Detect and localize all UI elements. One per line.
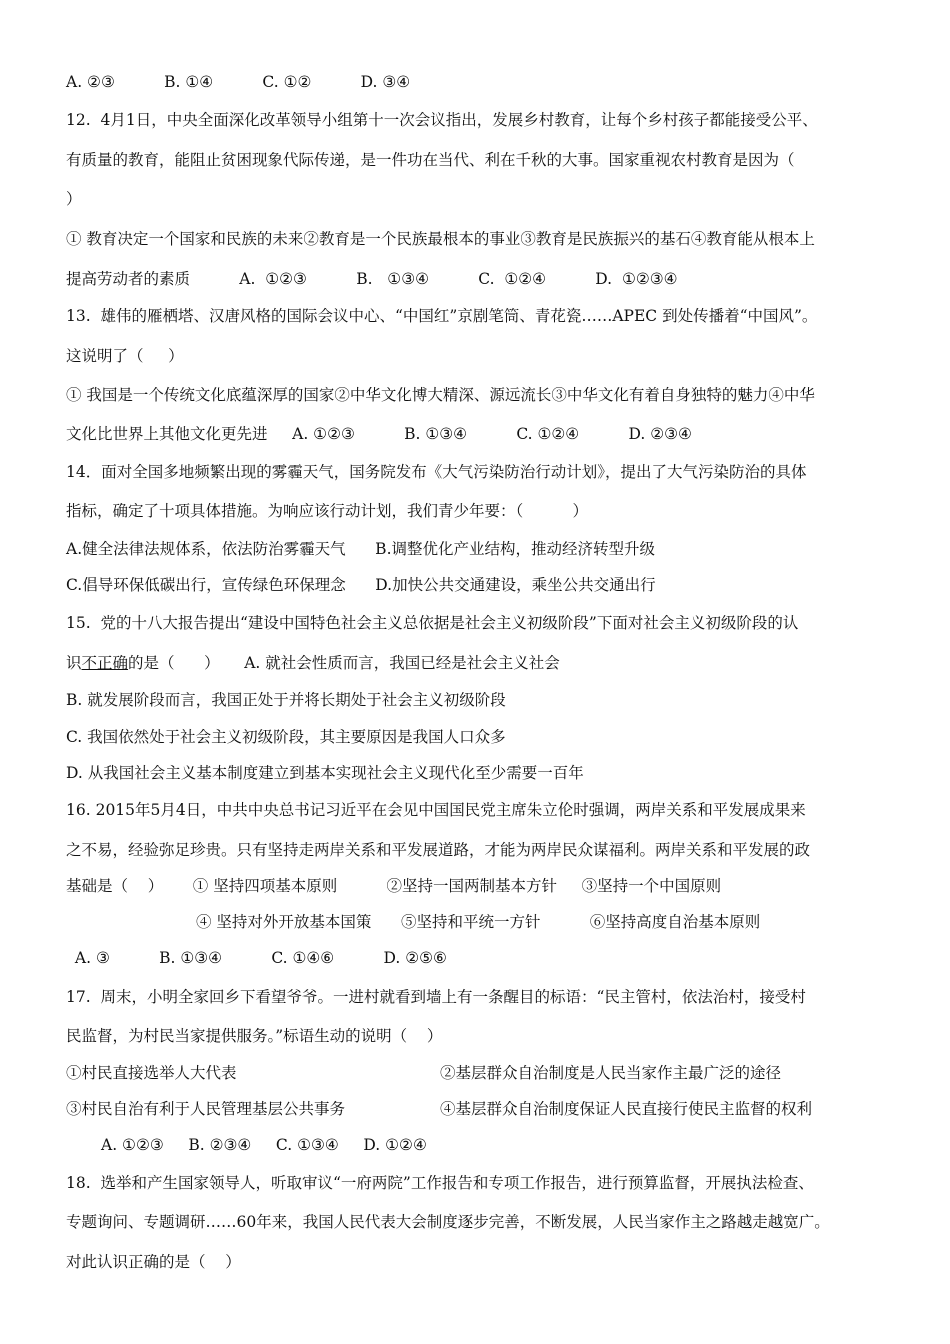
q12-statements-options: 提高劳动者的素质 A. ①②③ B. ①③④ C. ①②④ D. ①②③④: [66, 270, 678, 288]
q17-statement-2: ②基层群众自治制度是人民当家作主最广泛的途径: [440, 1064, 782, 1082]
q12-stem-line1: 12. 4月1日，中央全面深化改革领导小组第十一次会议指出，发展乡村教育，让每个乡村孩子都能接受公平、: [66, 111, 818, 129]
q15-option-b: B. 就发展阶段而言，我国正处于并将长期处于社会主义初级阶段: [66, 691, 506, 709]
q15-stem-prefix: 识: [66, 654, 82, 672]
q18-stem-line2: 专题询问、专题调研……60年来，我国人民代表大会制度逐步完善，不断发展，人民当家作主之路越走越宽广。: [66, 1213, 830, 1231]
q15-underlined-not-correct: 不正确: [81, 654, 129, 672]
q14-stem-line2: 指标，确定了十项具体措施。为响应该行动计划，我们青少年要：（ ）: [66, 502, 589, 520]
q15-option-d: D. 从我国社会主义基本制度建立到基本实现社会主义现代化至少需要一百年: [66, 764, 584, 782]
q12-stem-line2: 有质量的教育，能阻止贫困现象代际传递，是一件功在当代、利在千秋的大事。国家重视农村教育是因为（: [66, 151, 795, 169]
q15-stem-option-a: 的是（ ） A. 就社会性质而言，我国已经是社会主义社会: [128, 654, 560, 672]
q16-options: A. ③ B. ①③④ C. ①④⑥ D. ②⑤⑥: [70, 949, 447, 967]
q16-stem-line2: 之不易，经验弥足珍贵。只有坚持走两岸关系和平发展道路，才能为两岸民众谋福利。两岸关系和平发展的政: [66, 841, 811, 859]
q17-stem-line2: 民监督，为村民当家提供服务。”标语生动的说明（ ）: [66, 1027, 443, 1045]
q17-statement-1: ①村民直接选举人大代表: [66, 1064, 237, 1082]
q17-statement-3: ③村民自治有利于人民管理基层公共事务: [66, 1100, 346, 1118]
q11-options: A. ②③ B. ①④ C. ①② D. ③④: [66, 73, 411, 91]
q13-statements-line1: ① 我国是一个传统文化底蕴深厚的国家②中华文化博大精深、源远流长③中华文化有着自身独特的魅力④中华: [66, 386, 815, 404]
q12-stem-line3: ）: [66, 190, 82, 208]
q15-stem-line2: [66, 653, 560, 673]
q18-stem-line3: 对此认识正确的是（ ）: [66, 1253, 241, 1271]
q16-statements-line2: ④ 坚持对外开放基本国策 ⑤坚持和平统一方针 ⑥坚持高度自治基本原则: [196, 913, 761, 931]
q12-statements-line1: ① 教育决定一个国家和民族的未来②教育是一个民族最根本的事业③教育是民族振兴的基石④教育能从根本上: [66, 230, 815, 248]
q13-statements-options: 文化比世界上其他文化更先进 A. ①②③ B. ①③④ C. ①②④ D. ②③④: [66, 425, 692, 443]
q14-options-cd: C.倡导环保低碳出行，宣传绿色环保理念 D.加快公共交通建设，乘坐公共交通出行: [66, 576, 656, 594]
q15-stem-line1: 15. 党的十八大报告提出“建设中国特色社会主义总依据是社会主义初级阶段”下面对社会主义初级阶段的认: [66, 614, 799, 632]
q13-stem-line1: 13. 雄伟的雁栖塔、汉唐风格的国际会议中心、“中国红”京剧笔筒、青花瓷……APEC 到处传播着“中国风”。: [66, 307, 818, 325]
q13-stem-line2: 这说明了（ ）: [66, 347, 184, 365]
q16-stem-line3: 基础是（ ） ① 坚持四项基本原则 ②坚持一国两制基本方针 ③坚持一个中国原则: [66, 877, 722, 895]
q17-statement-4: ④基层群众自治制度保证人民直接行使民主监督的权利: [440, 1100, 813, 1118]
q17-options: A. ①②③ B. ②③④ C. ①③④ D. ①②④: [101, 1136, 427, 1154]
q17-stem-line1: 17. 周末，小明全家回乡下看望爷爷。一进村就看到墙上有一条醒目的标语：“民主管村，依法治村，接受村: [66, 988, 806, 1006]
q15-option-c: C. 我国依然处于社会主义初级阶段，其主要原因是我国人口众多: [66, 728, 506, 746]
q18-stem-line1: 18. 选举和产生国家领导人，听取审议“一府两院”工作报告和专项工作报告，进行预算监督，开展执法检查、: [66, 1174, 814, 1192]
q16-stem-line1: 16. 2015年5月4日，中共中央总书记习近平在会见中国国民党主席朱立伦时强调，两岸关系和平发展成果来: [66, 801, 806, 819]
q14-options-ab: A.健全法律法规体系，依法防治雾霾天气 B.调整优化产业结构，推动经济转型升级: [66, 540, 656, 558]
q14-stem-line1: 14．面对全国多地频繁出现的雾霾天气，国务院发布《大气污染防治行动计划》，提出了大气污染防治的具体: [66, 463, 807, 481]
